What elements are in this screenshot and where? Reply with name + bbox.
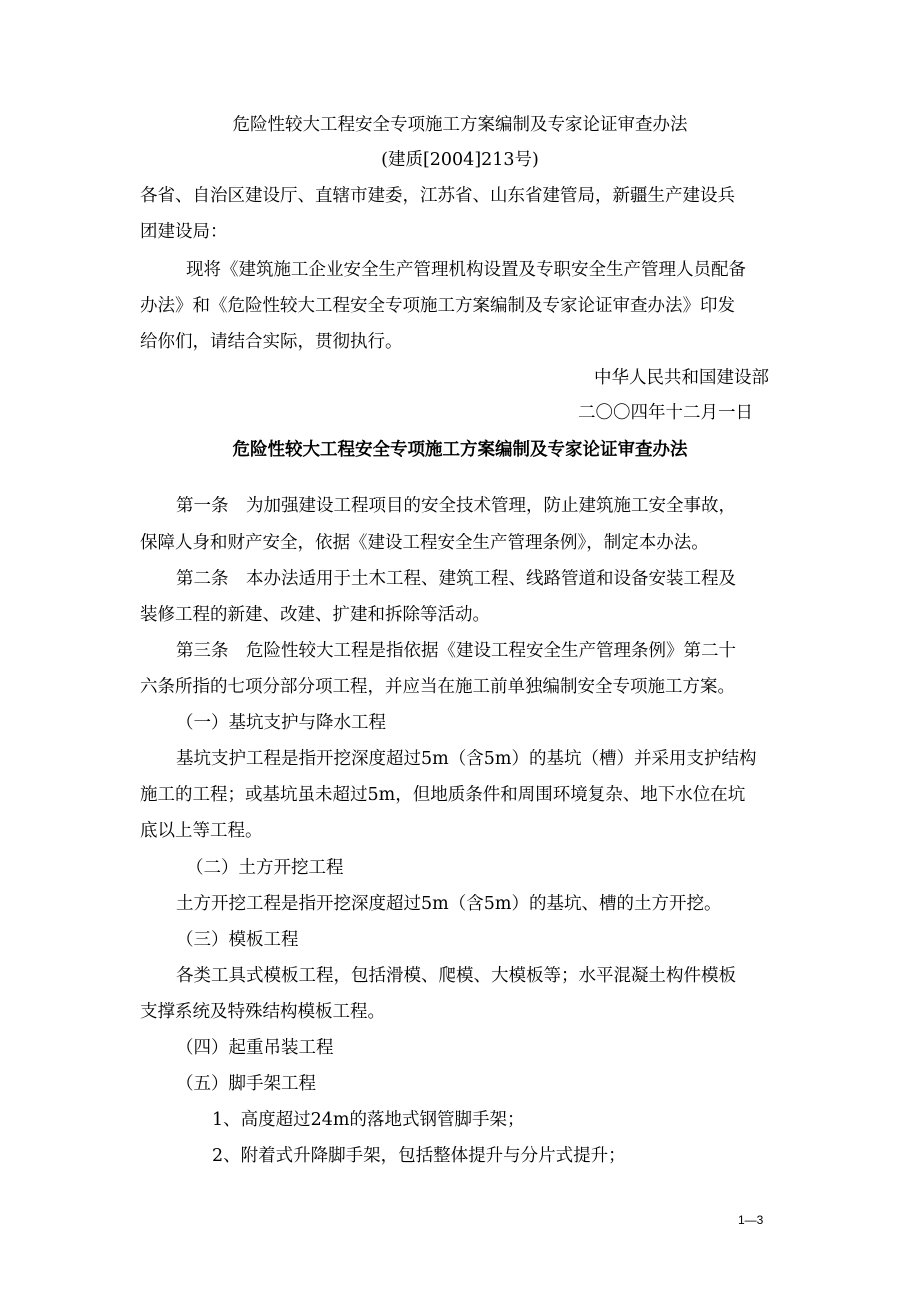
section-heading: （五）脚手架工程 [176, 1074, 316, 1094]
section-text: 基坑支护工程是指开挖深度超过5m（含5m）的基坑（槽）并采用支护结构 [176, 749, 757, 769]
article-line: 保障人身和财产安全，依据《建设工程安全生产管理条例》，制定本办法。 [140, 533, 709, 553]
article-line: 六条所指的七项分部分项工程，并应当在施工前单独编制安全专项施工方案。 [140, 677, 735, 697]
section-text: 底以上等工程。 [140, 821, 263, 841]
section-text: 支撑系统及特殊结构模板工程。 [140, 1002, 385, 1022]
article-line: 第一条 为加强建设工程项目的安全技术管理，防止建筑施工安全事故， [176, 496, 736, 516]
page-number: 1—3 [738, 1213, 764, 1227]
regulation-title: 危险性较大工程安全专项施工方案编制及专家论证审查办法 [232, 440, 688, 460]
addressee-line: 各省、自治区建设厅、直辖市建委，江苏省、山东省建管局，新疆生产建设兵 [140, 186, 735, 206]
issuer: 中华人民共和国建设部 [594, 368, 769, 388]
article-line: 第三条 危险性较大工程是指依据《建设工程安全生产管理条例》第二十 [176, 641, 736, 661]
section-text: 土方开挖工程是指开挖深度超过5m（含5m）的基坑、槽的土方开挖。 [176, 894, 722, 914]
issue-date: 二〇〇四年十二月一日 [578, 403, 753, 423]
addressee-line: 团建设局： [140, 222, 228, 242]
article-line: 装修工程的新建、改建、扩建和拆除等活动。 [140, 605, 490, 625]
section-heading: （四）起重吊装工程 [176, 1038, 334, 1058]
article-line: 第二条 本办法适用于土木工程、建筑工程、线路管道和设备安装工程及 [176, 569, 736, 589]
body-paragraph-line: 现将《建筑施工企业安全生产管理机构设置及专职安全生产管理人员配备 [186, 260, 746, 280]
section-heading: （一）基坑支护与降水工程 [176, 713, 386, 733]
notice-title: 危险性较大工程安全专项施工方案编制及专家论证审查办法 [232, 115, 688, 135]
list-item: 2、附着式升降脚手架，包括整体提升与分片式提升； [212, 1146, 626, 1166]
section-heading: （三）模板工程 [176, 930, 299, 950]
section-text: 施工的工程；或基坑虽未超过5m，但地质条件和周围环境复杂、地下水位在坑 [140, 785, 746, 805]
section-heading: （二）土方开挖工程 [186, 858, 344, 878]
body-paragraph-line: 给你们，请结合实际，贯彻执行。 [140, 332, 403, 352]
section-text: 各类工具式模板工程，包括滑模、爬模、大模板等；水平混凝土构件模板 [176, 966, 736, 986]
body-paragraph-line: 办法》和《危险性较大工程安全专项施工方案编制及专家论证审查办法》印发 [140, 296, 735, 316]
document-number: (建质[2004]213号) [381, 150, 539, 170]
list-item: 1、高度超过24m的落地式钢管脚手架； [212, 1110, 525, 1130]
